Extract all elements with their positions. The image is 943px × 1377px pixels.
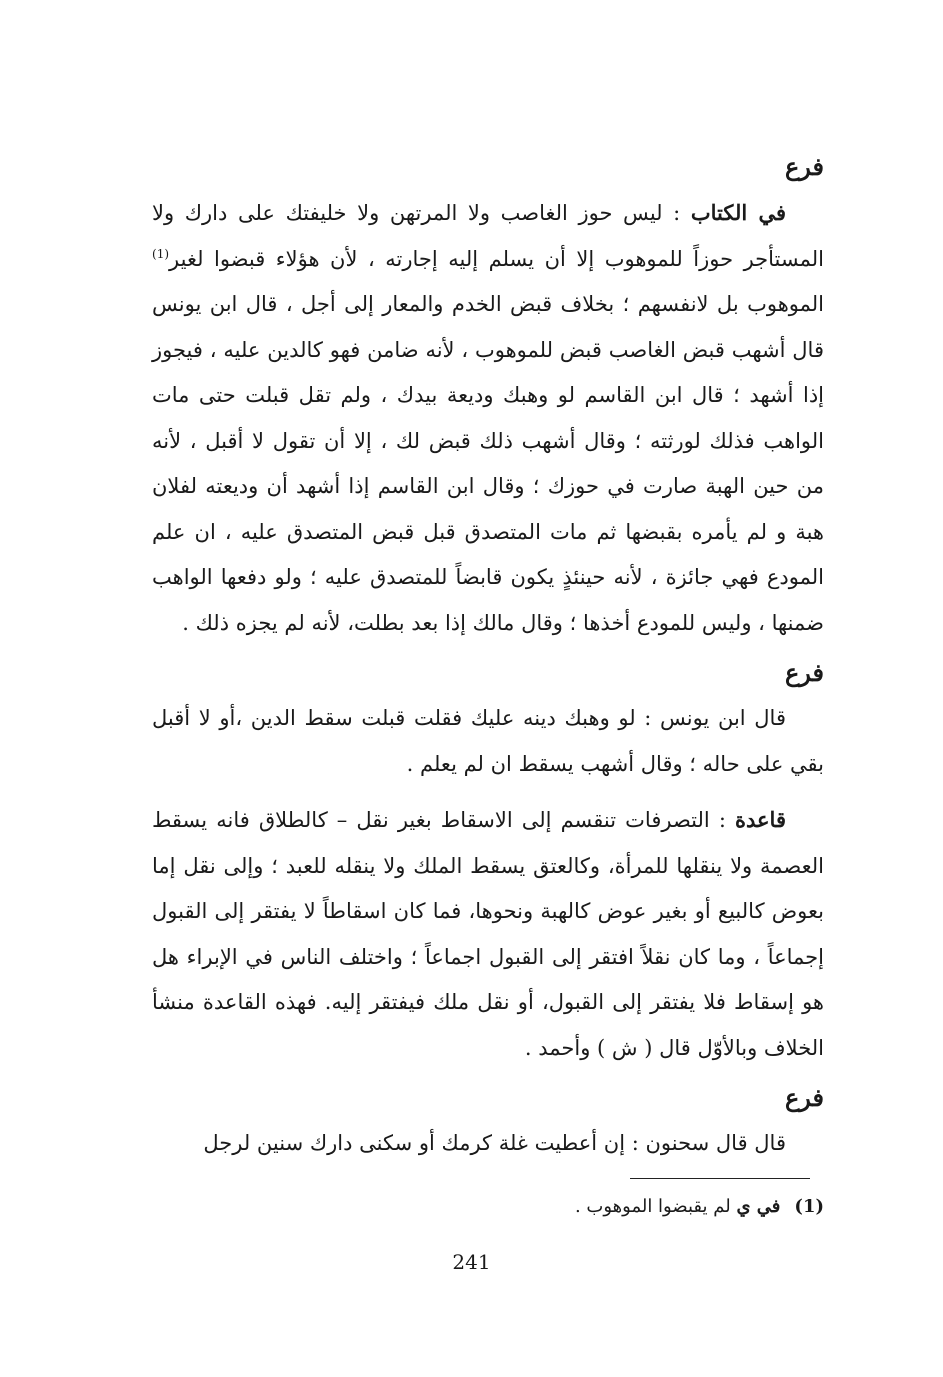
main-text [152, 150, 824, 1177]
paragraph [152, 190, 824, 646]
lead-word: في الكتاب [690, 200, 786, 225]
section-2 [152, 656, 824, 1071]
paragraph-text: قال قال سحنون : إن أعطيت غلة كرمك أو سكنى دارك سنين لرجل [203, 1131, 786, 1155]
footnote-sigla: في ي [736, 1196, 781, 1217]
footnote-reference[interactable]: (1) [152, 246, 170, 261]
footnote-number: (1) [794, 1196, 824, 1217]
paragraph-text-continued: الموهوب بل لانفسهم ؛ بخلاف قبض الخدم والمعار إلى أجل ، قال ابن يونس قال أشهب قبض الغاصب قبض للموهوب ، لأنه ضامن فهو كالدين عليه ، فيجوز إذا أشهد ؛ قال ابن القاسم لو وهبك وديعة بيدك ، ولم تقل قبلت حتى مات الواهب فذلك لورثته ؛ وقال أشهب ذلك قبض لك ، إلا أن تقول لا أقبل ، لأنه من حين الهبة صارت في حوزك ؛ وقال ابن القاسم إذا أشهد أن وديعته لفلان هبة و لم يأمره بقبضها ثم مات المتصدق قبل قبض المتصدق عليه ، ان علم المودع فهي جائزة ، لأنه حينئذٍ يكون قابضاً للمتصدق عليه ؛ ولو دفعها الواهب ضمنها ، وليس للمودع أخذها ؛ وقال مالك إذا بعد بطلت، لأنه لم يجزه ذلك . [152, 292, 824, 635]
paragraph [152, 1121, 824, 1167]
section-1 [152, 150, 824, 646]
paragraph-text: : ليس حوز الغاصب ولا المرتهن ولا خليفتك على دارك ولا المستأجر حوزاً للموهوب إلا أن يسلم إليه إجارته ، لأن هؤلاء قبضوا لغير [152, 201, 824, 271]
section-heading: فرع [784, 1083, 824, 1112]
footnote-divider [630, 1178, 810, 1179]
footnote-text: لم يقبضوا الموهوب . [574, 1196, 737, 1217]
paragraph-text: قال ابن يونس : لو وهبك دينه عليك فقلت قبلت سقط الدين ،أو لا أقبل بقي على حاله ؛ وقال أشهب يسقط ان لم يعلم . [152, 706, 824, 776]
footnote [152, 1192, 824, 1222]
rule-paragraph [152, 797, 824, 1071]
paragraph-text: : التصرفات تنقسم إلى الاسقاط بغير نقل – كالطلاق فانه يسقط العصمة ولا ينقلها للمرأة، وكالعتق يسقط الملك ولا ينقله للعبد ؛ وإلى نقل إما بعوض كالبيع أو بغير عوض كالهبة ونحوها، فما كان اسقاطاً لا يفتقر إلى القبول إجماعاً ، وما كان نقلاً افتقر إلى القبول اجماعاً ؛ واختلف الناس في الإبراء هل هو إسقاط فلا يفتقر إلى القبول، أو نقل ملك فيفتقر إليه. [152, 808, 825, 1014]
paragraph-text-continued: فهذه القاعدة منشأ الخلاف وبالأوّل قال ( ش ) وأحمد . [152, 990, 824, 1060]
section-heading: فرع [784, 658, 824, 687]
paragraph [152, 696, 824, 787]
section-heading: فرع [784, 152, 824, 181]
page-number: 241 [452, 1250, 491, 1274]
section-3 [152, 1081, 824, 1167]
lead-word: قاعدة [735, 807, 786, 832]
